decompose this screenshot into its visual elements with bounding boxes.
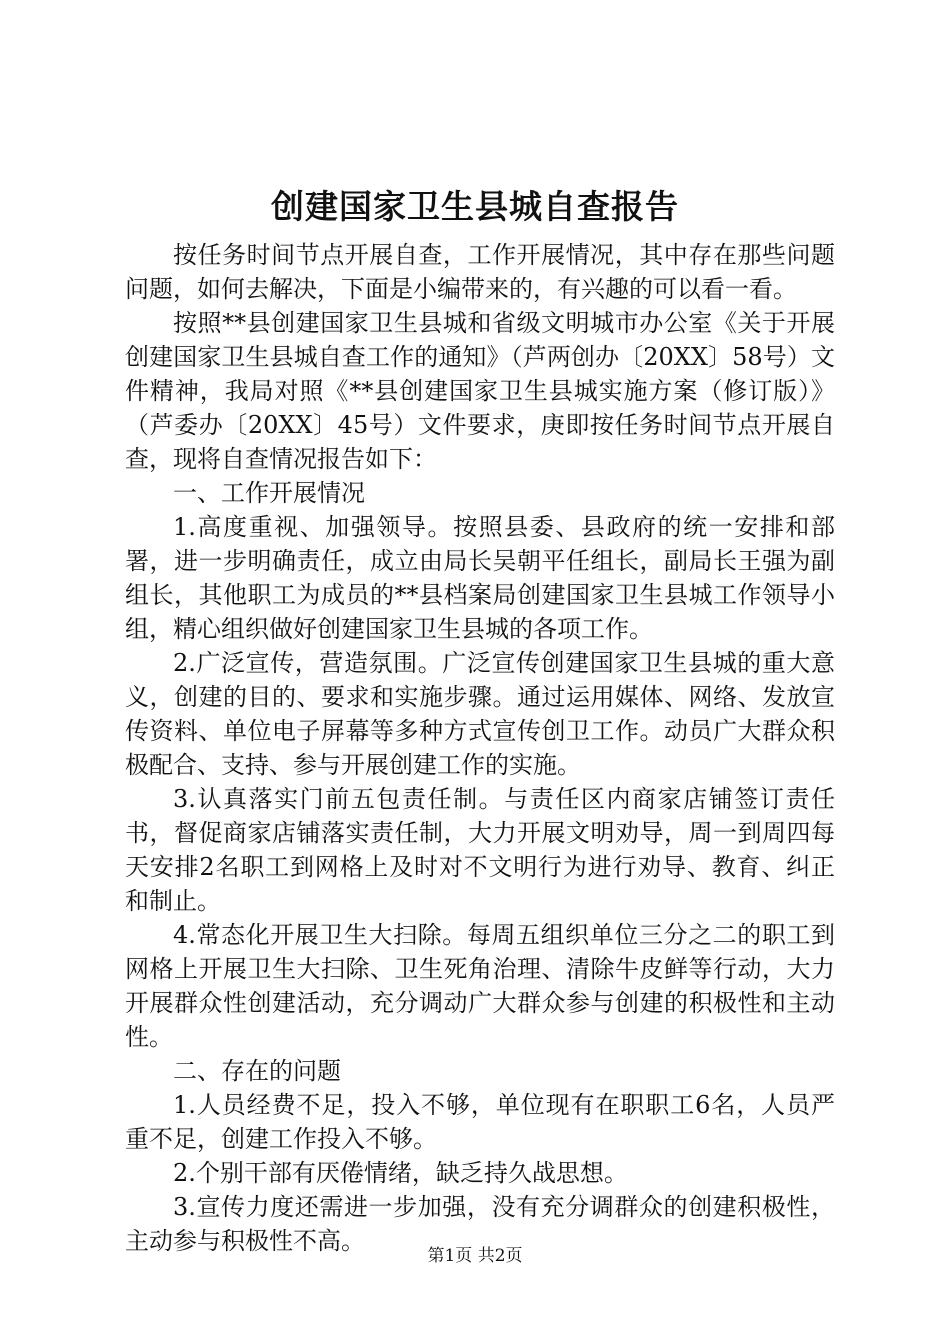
paragraph-problem-2: 2.个别干部有厌倦情绪，缺乏持久战思想。 [173, 1159, 628, 1187]
paragraph-item-1: 1.高度重视、加强领导。按照县委、县政府的统一安排和部署，进一步明确责任，成立由局长吴朝平任组长，副局长王强为副组长，其他职工为成员的**县档案局创建国家卫生县城工作领导小组，精心组织做好创建国家卫生县城的各项工作。 [125, 513, 835, 643]
paragraph-problem-1: 1.人员经费不足，投入不够，单位现有在职职工6名，人员严重不足，创建工作投入不够。 [125, 1091, 835, 1153]
document-title: 创建国家卫生县城自查报告 [271, 187, 679, 226]
section-heading-problems: 二、存在的问题 [173, 1057, 341, 1085]
document-body [125, 238, 835, 1258]
page-number-footer: 第1页 共2页 [427, 1246, 523, 1266]
paragraph-intro: 按任务时间节点开展自查，工作开展情况，其中存在那些问题问题，如何去解决，下面是小编带来的，有兴趣的可以看一看。 [125, 241, 835, 303]
paragraph-item-4: 4.常态化开展卫生大扫除。每周五组织单位三分之二的职工到网格上开展卫生大扫除、卫生死角治理、清除牛皮鲜等行动，大力开展群众性创建活动，充分调动广大群众参与创建的积极性和主动性。 [125, 921, 835, 1051]
paragraph-item-3: 3.认真落实门前五包责任制。与责任区内商家店铺签订责任书，督促商家店铺落实责任制，大力开展文明劝导，周一到周四每天安排2名职工到网格上及时对不文明行为进行劝导、教育、纠正和制止。 [125, 785, 835, 915]
paragraph-problem-3: 3.宣传力度还需进一步加强，没有充分调群众的创建积极性，主动参与积极性不高。 [125, 1193, 835, 1255]
paragraph-background: 按照**县创建国家卫生县城和省级文明城市办公室《关于开展创建国家卫生县城自查工作的通知》（芦两创办〔20XX〕58号）文件精神，我局对照《**县创建国家卫生县城实施方案（修订版）》（芦委办〔20XX〕45号）文件要求，庚即按任务时间节点开展自查，现将自查情况报告如下： [125, 309, 835, 473]
section-heading-work: 一、工作开展情况 [173, 479, 365, 507]
paragraph-item-2: 2.广泛宣传，营造氛围。广泛宣传创建国家卫生县城的重大意义，创建的目的、要求和实施步骤。通过运用媒体、网络、发放宣传资料、单位电子屏幕等多种方式宣传创卫工作。动员广大群众积极配合、支持、参与开展创建工作的实施。 [125, 649, 835, 779]
